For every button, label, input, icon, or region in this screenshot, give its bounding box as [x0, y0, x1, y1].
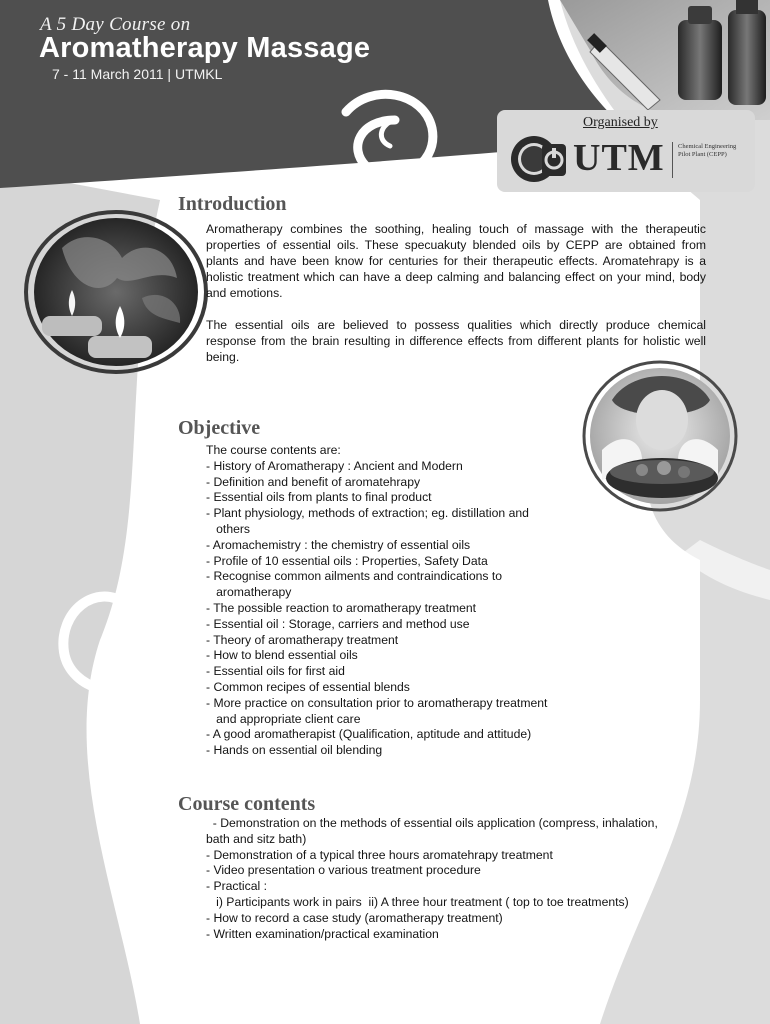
list-item: - Theory of aromatherapy treatment: [206, 632, 399, 647]
list-item: - The possible reaction to aromatherapy treatment: [206, 600, 477, 615]
list-item: - Recognise common ailments and contraindications to: [206, 569, 503, 584]
list-item: - Video presentation o various treatment procedure: [206, 863, 481, 878]
organiser-label: Organised by: [583, 115, 658, 130]
organiser-name: UTM: [573, 137, 665, 179]
organiser-unit-line2: Pilot Plant (CEPP): [678, 151, 727, 158]
objective-heading: Objective: [178, 417, 261, 439]
list-item: - Practical :: [206, 879, 267, 894]
list-item: - Hands on essential oil blending: [206, 743, 383, 758]
introduction-paragraph: Aromatherapy combines the soothing, healing touch of massage with the therapeutic properties of essential oils. These specuakuty blended oils by CEPP are obtained from plants and have been know for centuries for their therapeutic effects. Aromatehrapy is a holistic treatment which can have a deep calming and balancing effect on your mind, body and emotions.: [206, 222, 706, 300]
list-item: bath and sitz bath): [206, 831, 307, 846]
list-item: i) Participants work in pairs ii) A three hour treatment ( top to toe treatments): [206, 894, 629, 909]
organiser-unit-line1: Chemical Engineering: [678, 143, 737, 150]
course-title: Aromatherapy Massage: [39, 32, 371, 64]
organiser-unit: [678, 143, 750, 159]
list-item: aromatherapy: [206, 585, 292, 600]
list-item: - Common recipes of essential blends: [206, 679, 410, 694]
list-item: and appropriate client care: [206, 711, 361, 726]
list-item: - Essential oils for first aid: [206, 664, 345, 679]
list-item: - Demonstration of a typical three hours aromatehrapy treatment: [206, 847, 553, 862]
list-item: The course contents are:: [206, 443, 341, 457]
course-date-venue: 7 - 11 March 2011 | UTMKL: [52, 66, 223, 82]
aromatherapy-bottles-photo: [560, 0, 770, 120]
utm-emblem-icon: [540, 142, 568, 178]
list-item: - How to blend essential oils: [206, 648, 358, 663]
organiser-divider: [672, 142, 673, 178]
introduction-body: [206, 221, 706, 381]
course-subtitle: A 5 Day Course on: [40, 14, 191, 35]
list-item: - Profile of 10 essential oils : Properties, Safety Data: [206, 553, 488, 568]
course-contents-heading: Course contents: [178, 793, 316, 815]
list-item: - Written examination/practical examination: [206, 926, 439, 941]
list-item: - Essential oils from plants to final product: [206, 490, 432, 505]
list-item: - More practice on consultation prior to aromatherapy treatment: [206, 695, 548, 710]
list-item: - Definition and benefit of aromatehrapy: [206, 474, 421, 489]
list-item: - Aromachemistry : the chemistry of essential oils: [206, 537, 471, 552]
list-item: others: [206, 521, 251, 536]
introduction-paragraph: The essential oils are believed to possess qualities which directly produce chemical response from the brain resulting in difference effects from different plants for holistic well being.: [206, 318, 706, 364]
list-item: - Plant physiology, methods of extraction; eg. distillation and: [206, 506, 529, 521]
course-contents-list: [206, 816, 716, 942]
list-item: - Demonstration on the methods of essential oils application (compress, inhalation,: [206, 816, 658, 830]
candles-photo: [22, 208, 210, 376]
list-item: - How to record a case study (aromatherapy treatment): [206, 910, 503, 925]
list-item: - A good aromatherapist (Qualification, aptitude and attitude): [206, 727, 532, 742]
organiser-box: [497, 110, 755, 192]
list-item: - Essential oil : Storage, carriers and method use: [206, 616, 470, 631]
introduction-heading: Introduction: [178, 193, 287, 215]
objective-list: [206, 443, 606, 759]
list-item: - History of Aromatherapy : Ancient and Modern: [206, 458, 463, 473]
